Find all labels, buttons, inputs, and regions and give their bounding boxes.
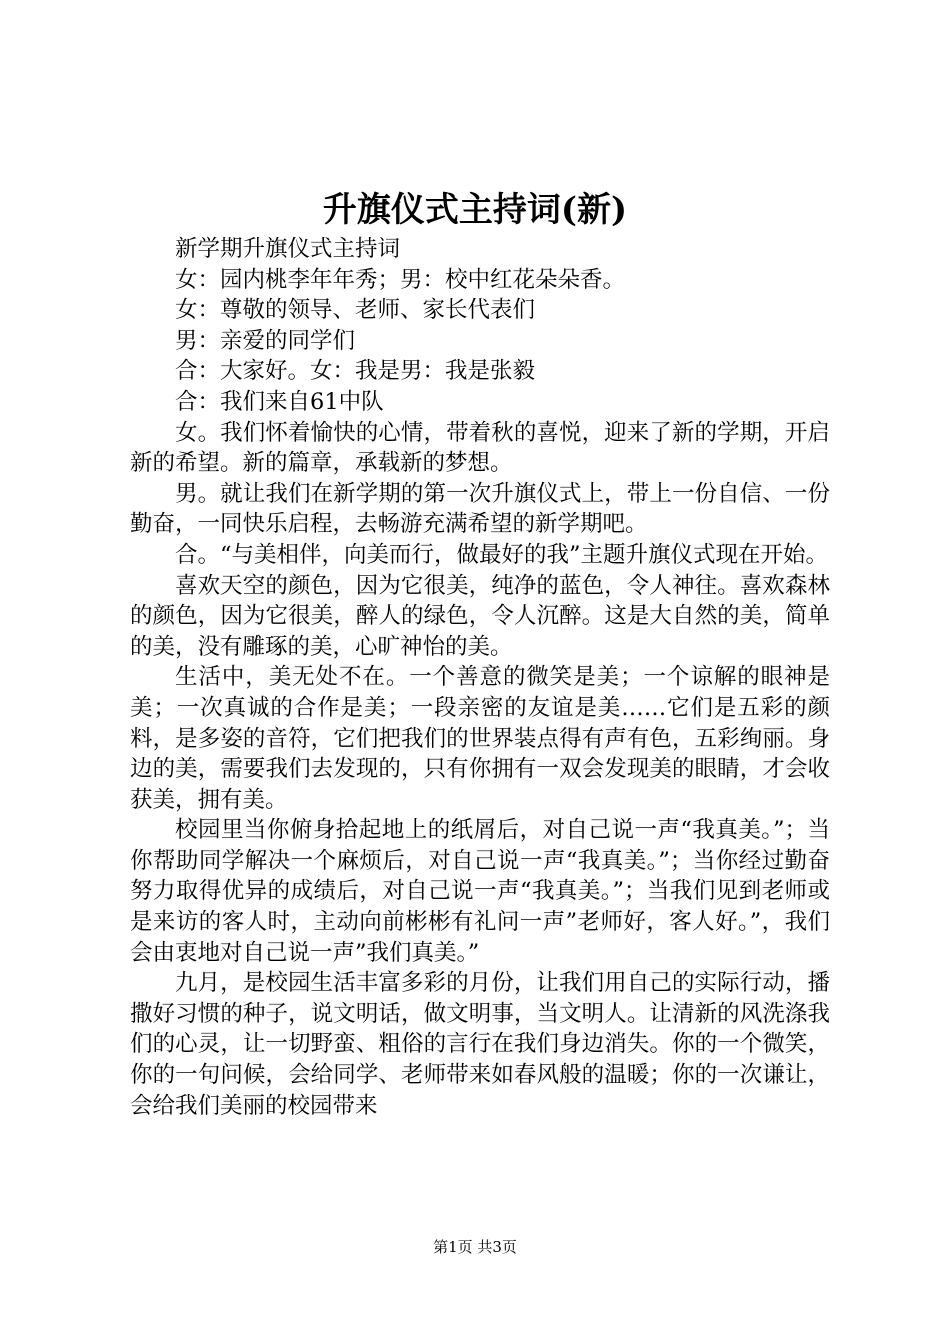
paragraph: 喜欢天空的颜色，因为它很美，纯净的蓝色，令人神往。喜欢森林的颜色，因为它很美，醉人的绿色，令人沉醉。这是大自然的美，简单的美，没有雕琢的美，心旷神怡的美。	[130, 572, 830, 660]
document-title: 升旗仪式主持词(新)	[322, 190, 628, 230]
paragraph: 女：园内桃李年年秀；男：校中红花朵朵香。	[175, 266, 626, 293]
page-footer: 第1页 共3页	[433, 1238, 517, 1256]
paragraph: 男：亲爱的同学们	[175, 327, 356, 354]
paragraph: 男。就让我们在新学期的第一次升旗仪式上，带上一份自信、一份勤奋，一同快乐启程，去畅游充满希望的新学期吧。	[130, 480, 830, 538]
paragraph: 生活中，美无处不在。一个善意的微笑是美；一个谅解的眼神是美；一次真诚的合作是美；一段亲密的友谊是美……它们是五彩的颜料，是多姿的音符，它们把我们的世界装点得有声有色，五彩绚丽。身边的美，需要我们去发现的，只有你拥有一双会发现美的眼睛，才会收获美，拥有美。	[130, 664, 830, 813]
paragraph: 合：我们来自61中队	[175, 388, 384, 415]
paragraph: 合：大家好。女：我是男：我是张毅	[175, 358, 536, 385]
paragraph: 九月，是校园生活丰富多彩的月份，让我们用自己的实际行动，播撒好习惯的种子，说文明话，做文明事，当文明人。让清新的风洗涤我们的心灵，让一切野蛮、粗俗的言行在我们身边消失。你的一个微笑，你的一句问候，会给同学、老师带来如春风般的温暖；你的一次谦让，会给我们美丽的校园带来	[130, 970, 830, 1119]
paragraph: 新学期升旗仪式主持词	[175, 236, 401, 262]
paragraph: 女：尊敬的领导、老师、家长代表们	[175, 297, 536, 324]
document-body	[130, 234, 830, 1121]
paragraph: 女。我们怀着愉快的心情，带着秋的喜悦，迎来了新的学期，开启新的希望。新的篇章，承载新的梦想。	[130, 419, 830, 477]
paragraph: 合。“与美相伴，向美而行，做最好的我”主题升旗仪式现在开始。	[175, 541, 829, 568]
paragraph: 校园里当你俯身拾起地上的纸屑后，对自己说一声“我真美。”；当你帮助同学解决一个麻烦后，对自己说一声“我真美。”；当你经过勤奋努力取得优异的成绩后，对自己说一声“我真美。”；当我们见到老师或是来访的客人时，主动向前彬彬有礼问一声”老师好，客人好。”，我们会由衷地对自己说一声”我们真美。”	[130, 817, 830, 966]
